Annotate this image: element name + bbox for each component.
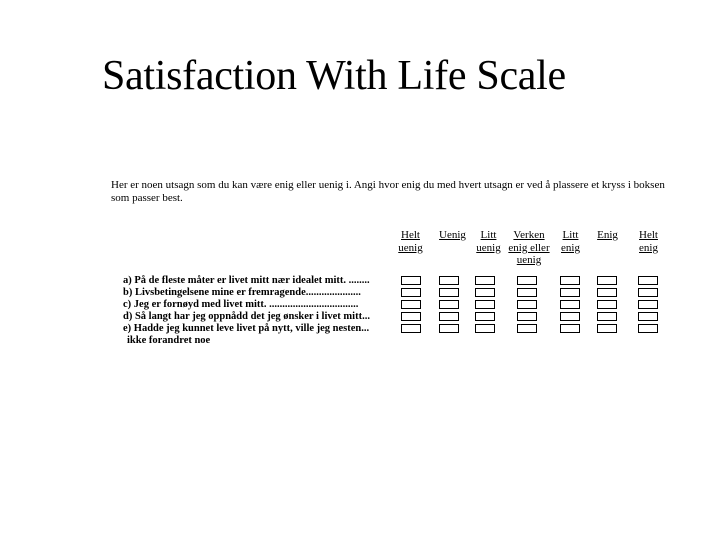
statement-list (123, 275, 403, 347)
checkbox-c-helt-uenig[interactable] (401, 300, 421, 309)
checkbox-e-enig[interactable] (597, 324, 617, 333)
page-title: Satisfaction With Life Scale (102, 53, 566, 99)
checkbox-d-enig[interactable] (597, 312, 617, 321)
checkbox-c-helt-enig[interactable] (638, 300, 658, 309)
column-header-helt-enig: Helt enig (639, 229, 658, 254)
checkbox-a-litt-uenig[interactable] (475, 276, 495, 285)
checkbox-a-litt-enig[interactable] (560, 276, 580, 285)
checkbox-d-helt-enig[interactable] (638, 312, 658, 321)
column-header-uenig: Uenig (439, 229, 466, 241)
column-header-helt-uenig: Helt uenig (398, 229, 423, 254)
checkbox-d-verken[interactable] (517, 312, 537, 321)
statement-e: e) Hadde jeg kunnet leve livet på nytt, ville jeg nesten... (123, 323, 370, 334)
checkbox-d-helt-uenig[interactable] (401, 312, 421, 321)
checkbox-b-verken[interactable] (517, 288, 537, 297)
checkbox-a-helt-uenig[interactable] (401, 276, 421, 285)
checkbox-e-helt-enig[interactable] (638, 324, 658, 333)
statement-d: d) Så langt har jeg oppnådd det jeg ønsker i livet mitt... (123, 311, 370, 322)
checkbox-d-litt-uenig[interactable] (475, 312, 495, 321)
checkbox-b-litt-enig[interactable] (560, 288, 580, 297)
checkbox-a-helt-enig[interactable] (638, 276, 658, 285)
statement-a: a) På de fleste måter er livet mitt nær idealet mitt. ........ (123, 275, 370, 286)
checkbox-e-litt-uenig[interactable] (475, 324, 495, 333)
checkbox-b-helt-enig[interactable] (638, 288, 658, 297)
checkbox-c-verken[interactable] (517, 300, 537, 309)
checkbox-c-litt-enig[interactable] (560, 300, 580, 309)
checkbox-b-litt-uenig[interactable] (475, 288, 495, 297)
checkbox-d-litt-enig[interactable] (560, 312, 580, 321)
statement-e-continuation: ikke forandret noe (127, 335, 211, 346)
checkbox-b-uenig[interactable] (439, 288, 459, 297)
column-header-litt-enig: Litt enig (561, 229, 580, 254)
checkbox-a-enig[interactable] (597, 276, 617, 285)
statement-b: b) Livsbetingelsene mine er fremragende..................... (123, 287, 361, 298)
checkbox-b-helt-uenig[interactable] (401, 288, 421, 297)
column-header-litt-uenig: Litt uenig (476, 229, 501, 254)
checkbox-c-uenig[interactable] (439, 300, 459, 309)
checkbox-e-verken[interactable] (517, 324, 537, 333)
checkbox-e-helt-uenig[interactable] (401, 324, 421, 333)
column-header-enig: Enig (597, 229, 618, 241)
checkbox-d-uenig[interactable] (439, 312, 459, 321)
checkbox-c-litt-uenig[interactable] (475, 300, 495, 309)
checkbox-b-enig[interactable] (597, 288, 617, 297)
instructions-text: Her er noen utsagn som du kan være enig eller uenig i. Angi hvor enig du med hvert utsagn er ved å plassere et kryss i boksen som passer best. (111, 179, 665, 204)
checkbox-e-uenig[interactable] (439, 324, 459, 333)
checkbox-a-uenig[interactable] (439, 276, 459, 285)
checkbox-e-litt-enig[interactable] (560, 324, 580, 333)
column-header-verken: Verken enig eller uenig (508, 229, 550, 266)
statement-c: c) Jeg er fornøyd med livet mitt. .................................. (123, 299, 359, 310)
checkbox-c-enig[interactable] (597, 300, 617, 309)
checkbox-a-verken[interactable] (517, 276, 537, 285)
